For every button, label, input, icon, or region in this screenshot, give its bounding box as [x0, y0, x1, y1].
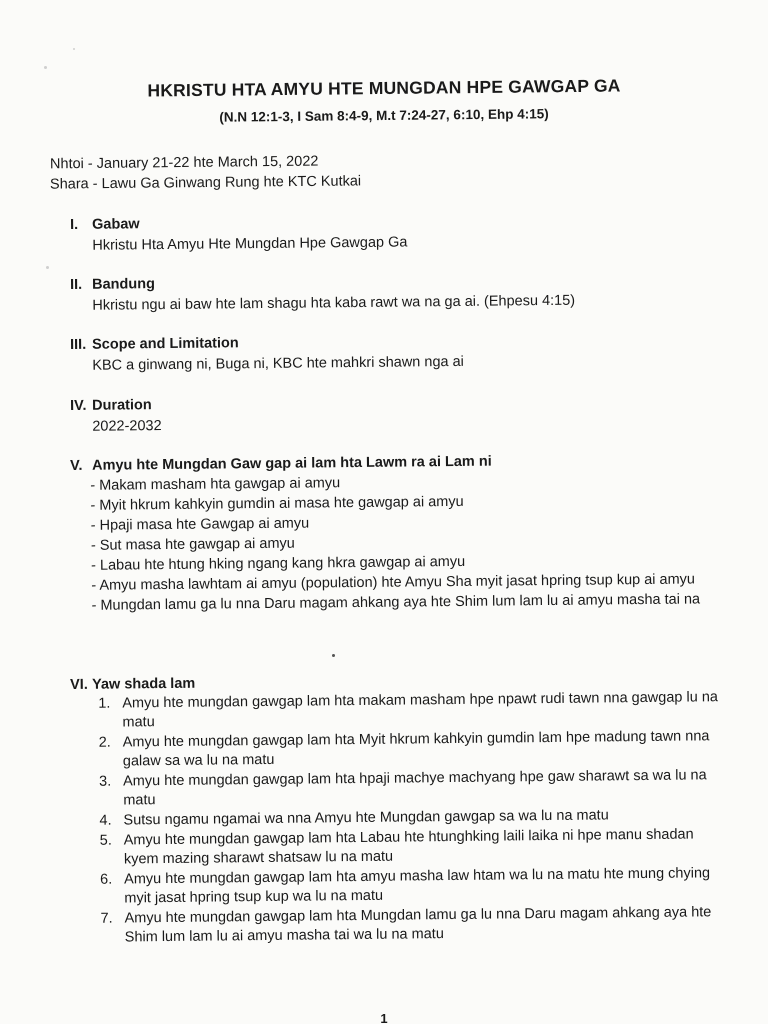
section-amyu-hte-mungdan	[70, 451, 732, 616]
section-body: 2022-2032	[92, 418, 162, 435]
section-body: Hkristu ngu ai baw hte lam shagu hta kaba rawt wa na ga ai. (Ehpesu 4:15)	[92, 292, 576, 314]
section-heading	[70, 391, 730, 414]
list-item: - Hpaji masa hte Gawgap ai amyu	[90, 515, 310, 534]
list-item	[99, 727, 731, 772]
section-title: Scope and Limitation	[91, 335, 239, 353]
section-heading	[70, 210, 730, 233]
item-text: Sutsu ngamu ngamai wa nna Amyu hte Mungdan gawgap sa wa lu na matu	[123, 807, 609, 829]
list-item: - Mungdan lamu ga lu nna Daru magam ahkang aya hte Shim lum lam lu ai amyu masha tai na	[91, 591, 701, 614]
list-item	[100, 825, 732, 870]
item-number: 5.	[99, 832, 112, 849]
section-bandung	[70, 270, 730, 316]
list-item	[100, 903, 732, 948]
list-item	[98, 688, 730, 733]
section-body: KBC a ginwang ni, Buga ni, KBC hte mahkri shawn nga ai	[92, 353, 464, 374]
item-number: 1.	[98, 695, 111, 712]
list-item: - Sut masa hte gawgap ai amyu	[90, 535, 295, 554]
item-number: 2.	[98, 734, 111, 751]
section-title: Yaw shada lam	[91, 675, 196, 693]
section-scope	[70, 330, 730, 376]
meta-date: Nhtoi - January 21-22 hte March 15, 2022	[49, 153, 319, 173]
document-title: HKRISTU HTA AMYU HTE MUNGDAN HPE GAWGAP GA	[147, 75, 621, 101]
list-item	[100, 864, 732, 909]
list-item: - Labau hte htung hking ngang kang hkra gawgap ai amyu	[91, 553, 466, 574]
section-number: IV.	[70, 397, 87, 414]
list-item	[99, 766, 731, 811]
numbered-list	[98, 688, 733, 948]
scan-speck	[73, 48, 75, 50]
section-yaw-shada-lam	[70, 670, 733, 949]
section-body: Hkristu Hta Amyu Hte Mungdan Hpe Gawgap Ga	[92, 234, 408, 254]
page-number: 1	[380, 1011, 388, 1024]
scan-speck	[46, 266, 49, 269]
scan-speck	[332, 654, 335, 657]
section-duration	[70, 391, 730, 437]
section-title: Amyu hte Mungdan Gaw gap ai lam hta Lawm ra ai Lam ni	[91, 453, 492, 474]
item-number: 6.	[100, 871, 113, 888]
item-text: Amyu hte mungdan gawgap lam hta makam masham hpe npawt rudi tawn nna gawgap lu na matu	[122, 689, 718, 731]
section-number: I.	[70, 216, 79, 233]
item-number: 4.	[99, 812, 112, 829]
section-number: VI.	[70, 676, 88, 693]
section-title: Gabaw	[91, 216, 140, 233]
section-number: V.	[70, 457, 83, 474]
list-item: - Makam masham hta gawgap ai amyu	[90, 475, 341, 494]
section-heading	[70, 330, 730, 353]
list-item: - Amyu masha lawhtam ai amyu (population) hte Amyu Sha myit jasat hpring tsup kup ai amyu	[91, 571, 696, 594]
item-text: Amyu hte mungdan gawgap lam hta hpaji machye machyang hpe gaw sharawt sa wa lu na matu	[123, 767, 707, 809]
section-number: III.	[70, 336, 87, 353]
item-text: Amyu hte mungdan gawgap lam hta Myit hkrum kahkyin gumdin lam hpe madung tawn nna galaw sa wa lu na matu	[122, 728, 710, 770]
section-title: Duration	[91, 397, 152, 414]
item-number: 3.	[99, 773, 112, 790]
section-title: Bandung	[91, 276, 155, 293]
item-text: Amyu hte mungdan gawgap lam hta Mungdan lamu ga lu nna Daru magam ahkang aya hte Shim lum lam lu ai amyu masha tai wa lu na matu	[124, 904, 712, 946]
item-text: Amyu hte mungdan gawgap lam hta Labau hte htunghking laili laika ni hpe manu shadan kyem mazing sharawt shatsaw lu na matu	[123, 826, 694, 868]
meta-place: Shara - Lawu Ga Ginwang Rung hte KTC Kutkai	[49, 173, 362, 193]
item-number: 7.	[100, 910, 113, 927]
section-gabaw	[70, 210, 730, 256]
section-heading	[70, 270, 730, 293]
bullet-list	[90, 469, 731, 616]
document-subtitle: (N.N 12:1-3, I Sam 8:4-9, M.t 7:24-27, 6:10, Ehp 4:15)	[219, 106, 549, 125]
scan-speck	[44, 66, 47, 69]
list-item: - Myit hkrum kahkyin gumdin ai masa hte gawgap ai amyu	[90, 493, 464, 514]
section-number: II.	[70, 276, 83, 293]
item-text: Amyu hte mungdan gawgap lam hta amyu masha law htam wa lu na matu hte mung chying myit jasat hpring tsup kup wa lu na matu	[124, 865, 711, 907]
